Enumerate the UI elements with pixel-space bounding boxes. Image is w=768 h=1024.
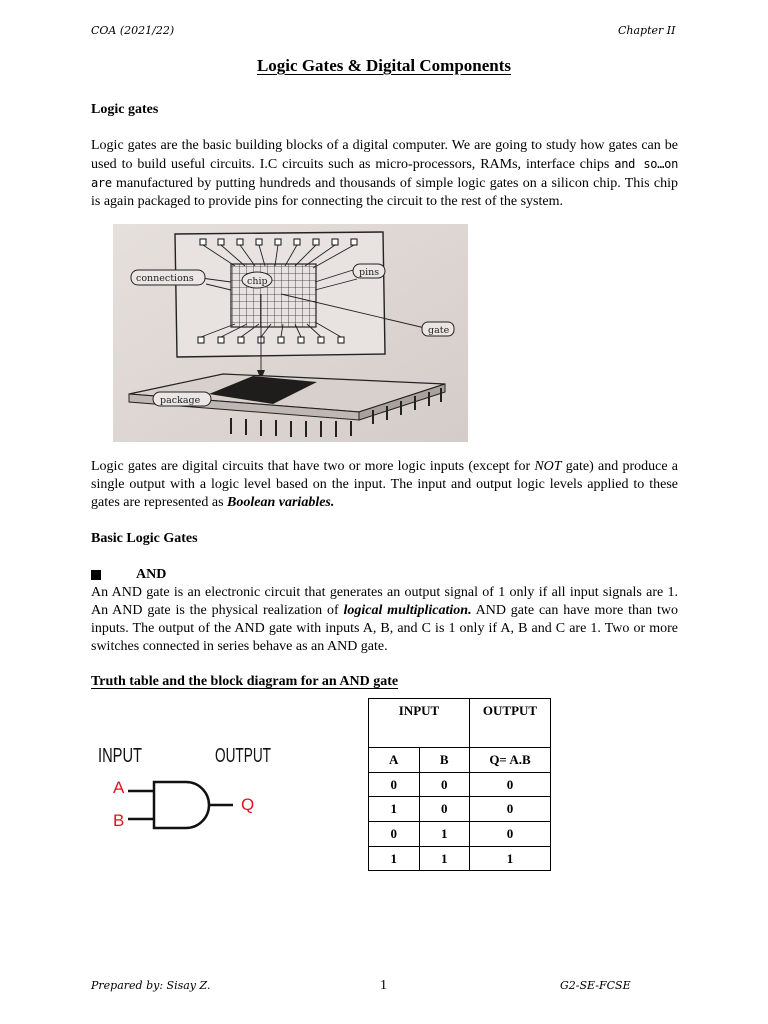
table-row [369,797,551,822]
and-gate-diagram [92,736,282,846]
cell-a: 1 [369,797,420,822]
heading-and: AND [136,567,167,582]
header-input: INPUT [369,699,470,748]
heading-basic-logic-gates: Basic Logic Gates [91,531,198,546]
cell-q: 1 [470,847,551,871]
label-package: package [160,395,201,406]
truth-table [368,698,551,871]
heading-logic-gates: Logic gates [91,102,159,117]
paragraph-logic-gates: Logic gates are digital circuits that have two or more logic inputs (except for NOT gate) and produce a single output with a logic level based on the input. The input and output logic levels applied to these gates are represented as Boolean variables. [91,459,679,510]
table-row [369,773,551,797]
cell-q: 0 [470,797,551,822]
cell-a: 0 [369,822,420,847]
col-a: A [369,748,420,773]
cell-a: 1 [369,847,420,871]
label-connections: connections [136,273,194,284]
diagram-input-label: INPUT [98,745,142,767]
diagram-headings [98,745,271,767]
col-b: B [419,748,470,773]
label-chip: chip [247,276,268,287]
table-column-row [369,748,551,773]
diagram-q-label: Q [241,795,255,814]
header-chapter: Chapter II [618,24,676,37]
chip-grid [231,264,316,327]
and-gate-svg [92,736,282,846]
table-row [369,847,551,871]
diagram-b-label: B [113,811,125,830]
logical-multiplication-emphasis: logical multiplication. [343,603,472,618]
cell-a: 0 [369,773,420,797]
paragraph-and: An AND gate is an electronic circuit that generates an output signal of 1 only if all input signals are 1. An AND gate is the physical realization of logical multiplication. AND gate can have more than two inputs. The output of the AND gate with inputs A, B, and C is 1 only if A, B and C are 1. Two or more switches connected in series behave as an AND gate. [91,585,678,654]
label-gate: gate [428,325,450,336]
and-gate-symbol [128,782,233,828]
table-row [369,822,551,847]
cell-b: 1 [419,847,470,871]
header-output: OUTPUT [470,699,551,748]
col-q: Q= A.B [470,748,551,773]
page-title: Logic Gates & Digital Components [256,56,512,75]
top-pins [200,239,357,245]
mono-text: and so…on are [91,157,679,190]
cell-b: 0 [419,797,470,822]
bullet-square-icon [91,570,101,580]
header-course: COA (2021/22) [91,24,175,37]
chip-package-figure [113,224,468,442]
footer-author: Prepared by: Sisay Z. [91,979,211,992]
page-number: 1 [380,978,387,993]
diagram-a-label: A [113,778,125,797]
footer-course-code: G2-SE-FCSE [560,979,631,992]
diagram-signal-labels [113,778,254,830]
not-emphasis: NOT [534,459,562,474]
diagram-output-label: OUTPUT [215,745,271,767]
table-header-row [369,699,551,748]
cell-b: 1 [419,822,470,847]
chip-diagram-svg [113,224,468,442]
cell-q: 0 [470,822,551,847]
boolean-emphasis: Boolean variables. [227,495,335,510]
paragraph-intro: Logic gates are the basic building blocks of a digital computer. We are going to study how gates can be used to build useful circuits. I.C circuits such as micro-processors, RAMs, interface chips and so…on are manufactured by putting hundreds and thousands of simple logic gates on a silicon chip. This chip is again packaged to provide pins for connecting the circuit to the rest of the system. [91,138,679,209]
cell-b: 0 [419,773,470,797]
cell-q: 0 [470,773,551,797]
label-pins: pins [359,267,380,278]
truth-table-title: Truth table and the block diagram for an AND gate [91,674,399,689]
